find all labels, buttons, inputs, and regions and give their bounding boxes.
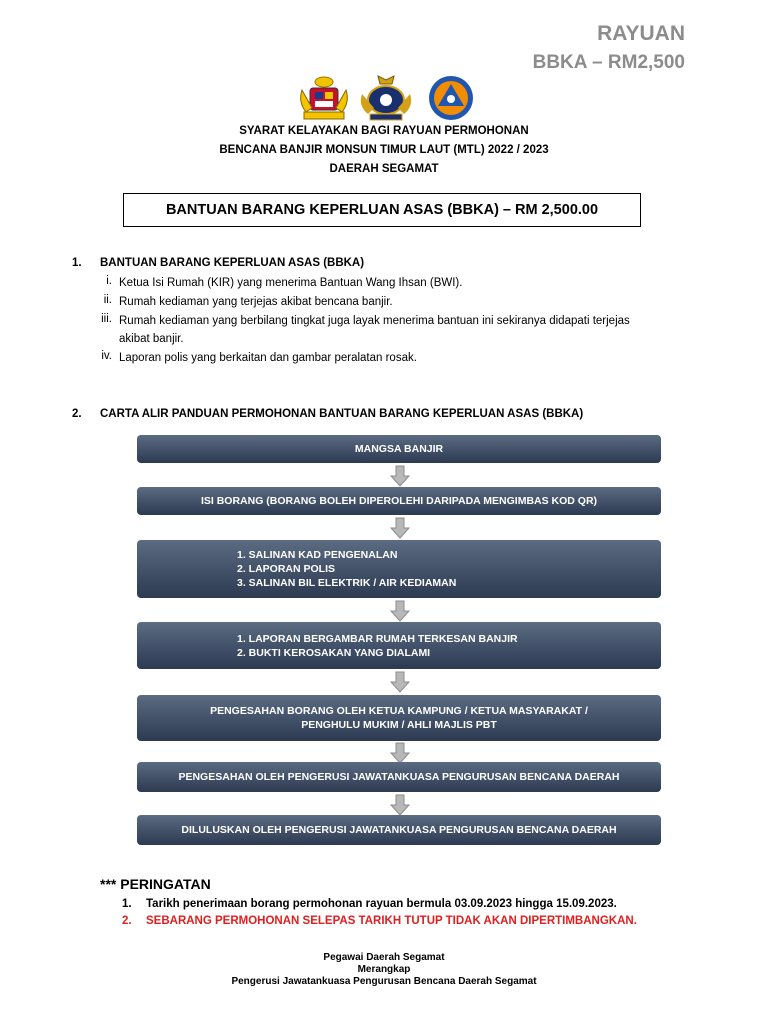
down-arrow-icon [389, 742, 411, 764]
flow-step-isi-borang [137, 487, 661, 515]
down-arrow-icon [389, 600, 411, 622]
flow-step-text: 2. BUKTI KEROSAKAN YANG DIALAMI [237, 646, 431, 659]
flow-step-text: PENGESAHAN BORANG OLEH KETUA KAMPUNG / KETUA MASYARAKAT / [210, 705, 588, 717]
corner-label-rayuan: RAYUAN [597, 22, 685, 45]
flow-step-text: 3. SALINAN BIL ELEKTRIK / AIR KEDIAMAN [237, 577, 457, 589]
flow-step-mangsa-banjir [137, 435, 661, 463]
flow-step-text: 1. SALINAN KAD PENGENALAN [237, 549, 398, 561]
list-item: Laporan polis yang berkaitan dan gambar peralatan rosak. [119, 352, 417, 364]
section2-number: 2. [72, 408, 82, 420]
flow-step-text: PENGESAHAN OLEH PENGERUSI JAWATANKUASA PENGURUSAN BENCANA DAERAH [178, 771, 620, 783]
flow-step-text: PENGHULU MUKIM / AHLI MAJLIS PBT [301, 719, 497, 731]
footer-line-3: Pengerusi Jawatankuasa Pengurusan Bencana Daerah Segamat [231, 976, 537, 987]
flow-step-diluluskan [137, 815, 661, 845]
flow-step-text: 2. LAPORAN POLIS [237, 563, 336, 575]
corner-label-bbka: BBKA – RM2,500 [532, 52, 685, 73]
malaysia-coat-of-arms [301, 77, 348, 119]
list-item: Ketua Isi Rumah (KIR) yang menerima Bantuan Wang Ihsan (BWI). [119, 277, 463, 289]
header-line-3: DAERAH SEGAMAT [329, 163, 439, 175]
flow-step-text: MANGSA BANJIR [354, 443, 444, 455]
flow-step-text: ISI BORANG (BORANG BOLEH DIPEROLEHI DARIPADA MENGIMBAS KOD QR) [200, 495, 598, 507]
warning-item-number: 2. [122, 915, 132, 927]
down-arrow-icon [389, 794, 411, 816]
down-arrow-icon [389, 517, 411, 539]
list-item: Rumah kediaman yang terjejas akibat bencana banjir. [119, 296, 393, 308]
warning-item-alert: SEBARANG PERMOHONAN SELEPAS TARIKH TUTUP TIDAK AKAN DIPERTIMBANGKAN. [146, 915, 637, 927]
list-item-number: iii. [101, 313, 112, 325]
flow-step-text: 1. LAPORAN BERGAMBAR RUMAH TERKESAN BANJIR [237, 632, 518, 645]
warning-item: Tarikh penerimaan borang permohonan rayuan bermula 03.09.2023 hingga 15.09.2023. [146, 898, 617, 910]
list-item-continuation: akibat banjir. [119, 333, 184, 345]
header-line-1: SYARAT KELAYAKAN BAGI RAYUAN PERMOHONAN [239, 125, 529, 137]
flow-step-pengesahan-borang [137, 695, 661, 741]
flow-step-text: DILULUSKAN OLEH PENGERUSI JAWATANKUASA PENGURUSAN BENCANA DAERAH [181, 824, 617, 836]
header-line-2: BENCANA BANJIR MONSUN TIMUR LAUT (MTL) 2022 / 2023 [219, 144, 549, 156]
warning-item-number: 1. [122, 898, 132, 910]
down-arrow-icon [389, 671, 411, 693]
section2-title: CARTA ALIR PANDUAN PERMOHONAN BANTUAN BARANG KEPERLUAN ASAS (BBKA) [100, 408, 584, 420]
down-arrow-icon [389, 465, 411, 487]
footer-line-1: Pegawai Daerah Segamat [323, 952, 445, 963]
logo-row [296, 72, 476, 124]
flow-step-documents [137, 540, 661, 598]
section1-title: BANTUAN BARANG KEPERLUAN ASAS (BBKA) [100, 257, 365, 269]
list-item: Rumah kediaman yang berbilang tingkat juga layak menerima bantuan ini sekiranya didapati terjejas [119, 315, 630, 327]
johor-crest [361, 76, 411, 120]
warning-heading: *** PERINGATAN [100, 876, 211, 892]
list-item-number: iv. [101, 350, 112, 362]
boxed-title: BANTUAN BARANG KEPERLUAN ASAS (BBKA) – RM 2,500.00 [123, 193, 641, 227]
list-item-number: i. [106, 275, 112, 287]
footer-line-2: Merangkap [357, 964, 411, 975]
civil-defence-emblem [429, 76, 473, 120]
list-item-number: ii. [103, 294, 112, 306]
section1-number: 1. [72, 257, 82, 269]
flow-step-evidence [137, 622, 661, 669]
flow-step-pengesahan-pengerusi [137, 762, 661, 792]
